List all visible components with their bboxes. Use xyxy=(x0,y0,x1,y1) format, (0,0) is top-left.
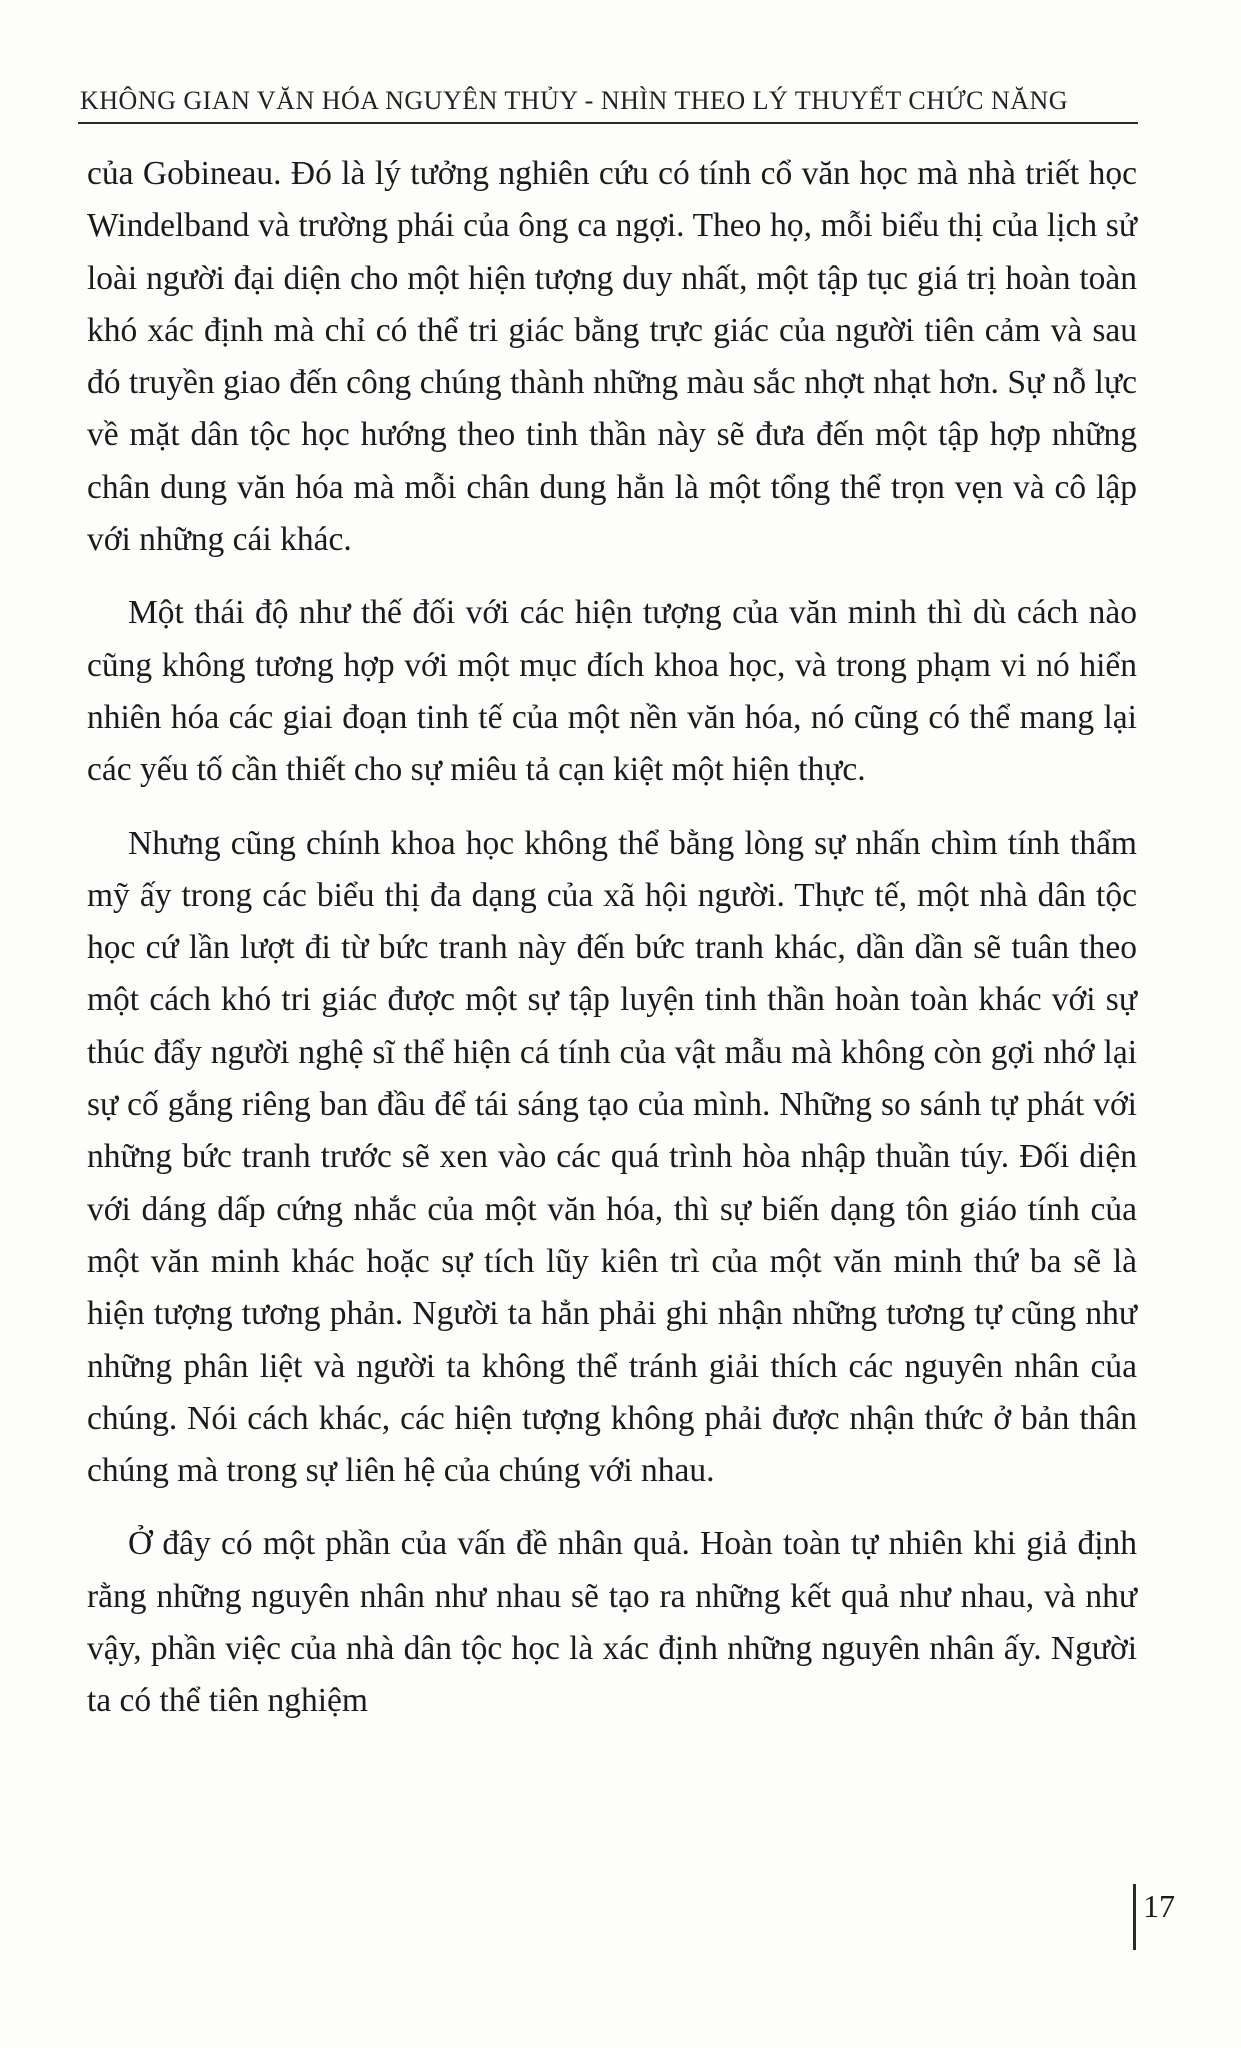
paragraph: Nhưng cũng chính khoa học không thể bằng lòng sự nhấn chìm tính thẩm mỹ ấy trong các biểu thị đa dạng của xã hội người. Thực tế, một nhà dân tộc học cứ lần lượt đi từ bức tranh này đến bức tranh khác, dần dần sẽ tuân theo một cách khó tri giác được một sự tập luyện tinh thần hoàn toàn khác với sự thúc đẩy người nghệ sĩ thể hiện cá tính của vật mẫu mà không còn gợi nhớ lại sự cố gắng riêng ban đầu để tái sáng tạo của mình. Những so sánh tự phát với những bức tranh trước sẽ xen vào các quá trình hòa nhập thuần túy. Đối diện với dáng dấp cứng nhắc của một văn hóa, thì sự biến dạng tôn giáo tính của một văn minh khác hoặc sự tích lũy kiên trì của một văn minh thứ ba sẽ là hiện tượng tương phản. Người ta hẳn phải ghi nhận những tương tự cũng như những phân liệt và người ta không thể tránh giải thích các nguyên nhân của chúng. Nói cách khác, các hiện tượng không phải được nhận thức ở bản thân chúng mà trong sự liên hệ của chúng với nhau. xyxy=(87,824,1137,1490)
paragraph: Một thái độ như thế đối với các hiện tượng của văn minh thì dù cách nào cũng không tương hợp với một mục đích khoa học, và trong phạm vi nó hiển nhiên hóa các giai đoạn tinh tế của một nền văn hóa, nó cũng có thể mang lại các yếu tố cần thiết cho sự miêu tả cạn kiệt một hiện thực. xyxy=(87,594,1137,789)
page-number-rule xyxy=(1133,1884,1136,1950)
body-text xyxy=(87,148,1137,1749)
paragraph-continued: của Gobineau. Đó là lý tưởng nghiên cứu có tính cổ văn học mà nhà triết học Windelband và trường phái của ông ca ngợi. Theo họ, mỗi biểu thị của lịch sử loài người đại diện cho một hiện tượng duy nhất, một tập tục giá trị hoàn toàn khó xác định mà chỉ có thể tri giác bằng trực giác của người tiên cảm và sau đó truyền giao đến công chúng thành những màu sắc nhợt nhạt hơn. Sự nỗ lực về mặt dân tộc học hướng theo tinh thần này sẽ đưa đến một tập hợp những chân dung văn hóa mà mỗi chân dung hẳn là một tổng thể trọn vẹn và cô lập với những cái khác. xyxy=(87,155,1137,559)
header-rule xyxy=(78,122,1138,124)
paragraph: Ở đây có một phần của vấn đề nhân quả. Hoàn toàn tự nhiên khi giả định rằng những nguyên nhân như nhau sẽ tạo ra những kết quả như nhau, và như vậy, phần việc của nhà dân tộc học là xác định những nguyên nhân ấy. Người ta có thể tiên nghiệm xyxy=(87,1525,1137,1720)
page-number: 17 xyxy=(1143,1888,1175,1924)
running-header-title: KHÔNG GIAN VĂN HÓA NGUYÊN THỦY - NHÌN THEO LÝ THUYẾT CHỨC NĂNG xyxy=(80,86,1069,115)
